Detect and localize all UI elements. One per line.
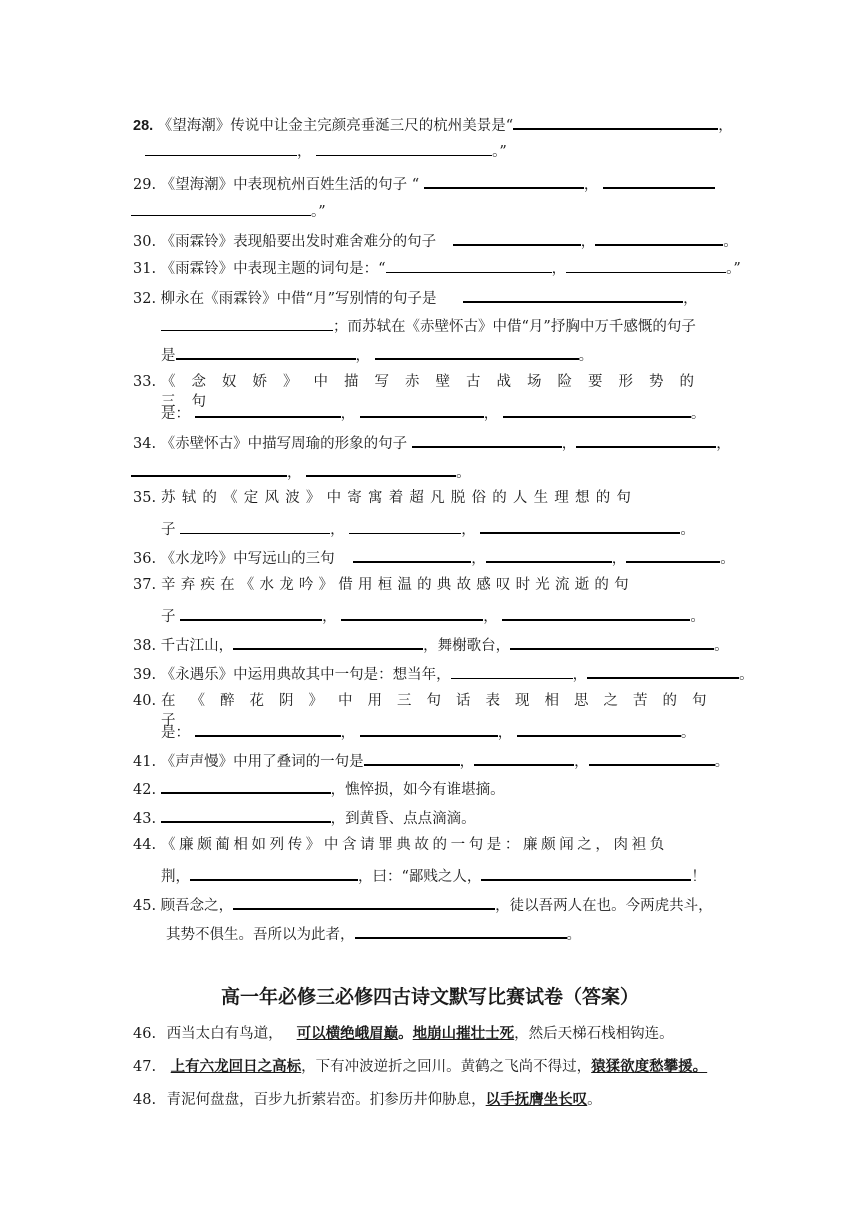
answer-blank[interactable] <box>481 864 691 881</box>
question-number: 38. <box>133 638 157 654</box>
question-37-text <box>161 575 729 595</box>
question-number: 44. <box>133 837 157 853</box>
answer-blank[interactable] <box>349 518 461 534</box>
punctuation: ， <box>287 465 302 481</box>
answer-text: 可以横绝峨眉巅 <box>296 1025 399 1042</box>
question-36 <box>133 546 735 569</box>
answer-blank[interactable] <box>353 546 471 563</box>
question-text: 《水龙吟》中写远山的三句 <box>160 551 335 567</box>
answer-blank[interactable] <box>486 546 612 563</box>
answer-blank[interactable] <box>375 343 579 360</box>
question-text: 子 <box>161 522 176 538</box>
punctuation: 。 <box>587 1092 602 1108</box>
question-text: 《望海潮》传说中让金主完颜亮垂涎三尺的杭州美景是“ <box>157 118 514 134</box>
question-text: ，徒以吾两人在也。今两虎共斗， <box>495 898 713 914</box>
punctuation: 。” <box>492 144 507 160</box>
question-35 <box>133 488 156 508</box>
answer-blank[interactable] <box>603 172 715 189</box>
question-text: 《雨霖铃》表现船要出发时难舍难分的句子 <box>160 234 437 250</box>
question-32-line2 <box>161 315 696 337</box>
punctuation: 。” <box>726 261 741 277</box>
question-38 <box>133 633 729 656</box>
answer-blank[interactable] <box>513 113 718 130</box>
question-text: 《廉颇蔺相如列传》中含请罪典故的一句是：廉颇闻之，肉袒负 <box>161 837 668 853</box>
punctuation: 。 <box>723 234 738 250</box>
answer-blank[interactable] <box>161 315 333 331</box>
punctuation: 。 <box>398 1025 413 1042</box>
answer-blank[interactable] <box>233 633 423 650</box>
question-number: 45. <box>133 898 157 914</box>
punctuation: ！ <box>691 869 706 885</box>
answer-blank[interactable] <box>145 140 297 156</box>
question-text: 柳永在《雨霖铃》中借“月”写别情的句子是 <box>160 291 437 307</box>
punctuation: 。 <box>456 465 471 481</box>
punctuation: 。 <box>739 667 754 683</box>
punctuation: ， <box>572 667 588 683</box>
punctuation: ， <box>611 551 627 567</box>
question-44-line2 <box>161 864 706 887</box>
punctuation: ， <box>574 754 589 770</box>
answers-section-title: 高一年必修三必修四古诗文默写比赛试卷（答案） <box>220 986 639 1008</box>
question-number: 37. <box>133 577 157 593</box>
answer-blank[interactable] <box>190 864 358 881</box>
question-number: 31. <box>133 261 157 277</box>
question-text: ，曰：“鄙贱之人， <box>358 869 482 885</box>
punctuation: ， <box>551 261 567 277</box>
answer-blank[interactable] <box>131 460 287 477</box>
question-33 <box>133 372 156 392</box>
question-number: 36. <box>133 551 157 567</box>
question-number: 32. <box>133 291 157 307</box>
punctuation: ， <box>716 436 731 452</box>
question-28 <box>133 113 733 136</box>
answer-blank[interactable] <box>355 922 567 939</box>
question-42 <box>133 777 505 800</box>
question-40 <box>133 691 156 711</box>
answer-blank[interactable] <box>306 460 456 477</box>
question-29 <box>133 172 715 195</box>
answer-text: 上有六龙回日之高标 <box>170 1058 302 1075</box>
question-text: ，舞榭歌台， <box>423 638 511 654</box>
question-text: 子 <box>161 609 176 625</box>
answer-48 <box>133 1090 602 1110</box>
question-35-line2 <box>161 517 695 540</box>
punctuation: ， <box>580 234 596 250</box>
punctuation: ， <box>683 291 698 307</box>
question-text: ，憔悴损，如今有谁堪摘。 <box>330 782 505 798</box>
answer-blank[interactable] <box>364 749 460 766</box>
answer-blank[interactable] <box>424 172 584 189</box>
punctuation: 。 <box>714 638 729 654</box>
question-text: 青泥何盘盘，百步九折萦岩峦。扪参历井仰胁息， <box>166 1092 486 1108</box>
punctuation: 。” <box>311 204 326 220</box>
question-29-line2 <box>131 200 326 222</box>
answer-blank[interactable] <box>360 720 498 737</box>
punctuation: 。 <box>680 725 696 741</box>
question-text: 千古江山， <box>160 638 234 654</box>
answer-blank[interactable] <box>316 140 492 156</box>
question-number: 40. <box>133 693 157 709</box>
question-text: ，然后天梯石栈相钩连。 <box>514 1026 674 1042</box>
question-text: 西当太白有鸟道， <box>166 1026 283 1042</box>
question-number: 39. <box>133 667 157 683</box>
question-33-line2 <box>161 401 705 424</box>
answer-blank[interactable] <box>587 662 739 679</box>
question-number: 35. <box>133 490 157 506</box>
question-number: 47. <box>133 1059 157 1075</box>
answer-blank[interactable] <box>161 806 331 823</box>
question-number: 42. <box>133 782 157 798</box>
punctuation: 。 <box>680 522 695 538</box>
answer-46 <box>133 1024 674 1044</box>
answer-blank[interactable] <box>589 749 715 766</box>
answer-blank[interactable] <box>517 720 681 737</box>
question-31 <box>133 257 741 279</box>
question-text: ；而苏轼在《赤壁怀古》中借“月”抒胸中万千感慨的句子 <box>333 319 696 335</box>
question-number: 48. <box>133 1092 157 1108</box>
question-30 <box>133 229 738 252</box>
question-text: 是： <box>161 725 190 741</box>
question-43 <box>133 806 476 829</box>
punctuation: ， <box>322 609 337 625</box>
question-text: 顾吾念之， <box>160 898 234 914</box>
answer-blank[interactable] <box>233 893 495 910</box>
question-32-line3 <box>161 343 593 366</box>
answer-blank[interactable] <box>161 777 331 794</box>
question-37 <box>133 575 156 595</box>
punctuation: ， <box>459 754 475 770</box>
punctuation: 。 <box>578 348 594 364</box>
question-text: 荆， <box>161 869 190 885</box>
answer-blank[interactable] <box>176 343 356 360</box>
question-32 <box>133 286 698 309</box>
punctuation: 。 <box>690 406 706 422</box>
punctuation: 。 <box>566 927 581 943</box>
punctuation: ， <box>583 177 599 193</box>
answer-blank[interactable] <box>463 286 683 303</box>
question-text: 《声声慢》中用了叠词的一句是 <box>160 754 364 770</box>
punctuation: ， <box>561 436 577 452</box>
question-28-line2 <box>145 140 507 162</box>
question-number: 29. <box>133 177 157 193</box>
answer-blank[interactable] <box>480 517 680 534</box>
punctuation: ， <box>483 609 498 625</box>
question-41 <box>133 749 729 772</box>
punctuation: ， <box>355 348 370 364</box>
question-number: 46. <box>133 1026 157 1042</box>
question-number: 41. <box>133 754 157 770</box>
question-text: 《望海潮》中表现杭州百姓生活的句子 “ <box>160 177 420 193</box>
punctuation: ， <box>471 551 486 567</box>
punctuation: 。 <box>714 754 730 770</box>
answer-blank[interactable] <box>412 431 562 448</box>
answer-blank[interactable] <box>595 229 723 246</box>
question-text: 苏轼的《定风波》中寄寓着超凡脱俗的人生理想的句 <box>161 490 638 506</box>
punctuation: 。 <box>720 551 735 567</box>
answer-blank[interactable] <box>180 518 330 534</box>
question-44-text <box>161 835 729 855</box>
question-40-line2 <box>161 720 695 743</box>
question-34-line2 <box>131 460 471 483</box>
punctuation: ， <box>483 406 499 422</box>
question-text: 在《醉花阴》中用三句话表现相思之苦的句子 <box>161 693 722 729</box>
answer-blank[interactable] <box>341 604 483 621</box>
question-35-text <box>161 488 729 508</box>
question-number: 30. <box>133 234 157 250</box>
question-text: 辛弃疾在《水龙吟》借用桓温的典故感叹时光流逝的句 <box>161 577 634 593</box>
punctuation: ， <box>718 118 733 134</box>
answer-text: 猿猱欲度愁攀援。 <box>591 1058 708 1075</box>
question-text: 《赤壁怀古》中描写周瑜的形象的句子 <box>160 436 408 452</box>
punctuation: ， <box>330 522 345 538</box>
answer-blank[interactable] <box>566 257 726 273</box>
question-39 <box>133 662 754 685</box>
answer-text: 地崩山摧壮士死 <box>412 1025 515 1042</box>
punctuation: ， <box>340 725 356 741</box>
punctuation: ， <box>461 522 476 538</box>
punctuation: ， <box>497 725 513 741</box>
answer-blank[interactable] <box>451 663 573 679</box>
answer-blank[interactable] <box>474 749 574 766</box>
answer-blank[interactable] <box>180 604 322 621</box>
question-text: 《念奴娇》中描写赤壁古战场险要形势的三句 <box>161 374 710 410</box>
question-number: 33. <box>133 374 157 390</box>
answer-blank[interactable] <box>195 720 341 737</box>
answer-blank[interactable] <box>386 257 552 273</box>
answer-47 <box>133 1057 707 1077</box>
question-text: 是： <box>161 406 190 422</box>
punctuation: 。 <box>690 609 705 625</box>
question-45-line2 <box>166 922 581 945</box>
answer-blank[interactable] <box>503 401 691 418</box>
answer-text: 以手抚膺坐长叹 <box>485 1091 588 1108</box>
question-37-line2 <box>161 604 705 627</box>
punctuation: ， <box>297 144 312 160</box>
question-text: ，下有冲波逆折之回川。黄鹤之飞尚不得过， <box>301 1059 592 1075</box>
answer-blank[interactable] <box>576 431 716 448</box>
answer-blank[interactable] <box>131 200 311 216</box>
question-number: 43. <box>133 811 157 827</box>
answer-blank[interactable] <box>510 633 714 650</box>
question-44 <box>133 835 156 855</box>
question-text: ，到黄昏、点点滴滴。 <box>330 811 476 827</box>
question-34 <box>133 431 731 454</box>
answer-blank[interactable] <box>195 401 341 418</box>
question-text: 《永遇乐》中运用典故其中一句是：想当年， <box>160 667 451 683</box>
question-number: 34. <box>133 436 157 452</box>
question-number: 28. <box>133 118 154 134</box>
punctuation: ， <box>340 406 356 422</box>
question-text: 是 <box>161 348 176 364</box>
question-text: 其势不俱生。吾所以为此者， <box>166 927 355 943</box>
answer-blank[interactable] <box>626 546 720 563</box>
answer-blank[interactable] <box>502 604 690 621</box>
answer-blank[interactable] <box>360 401 484 418</box>
question-45 <box>133 893 713 916</box>
question-text: 《雨霖铃》中表现主题的词句是：“ <box>160 261 386 277</box>
answer-blank[interactable] <box>453 229 581 246</box>
